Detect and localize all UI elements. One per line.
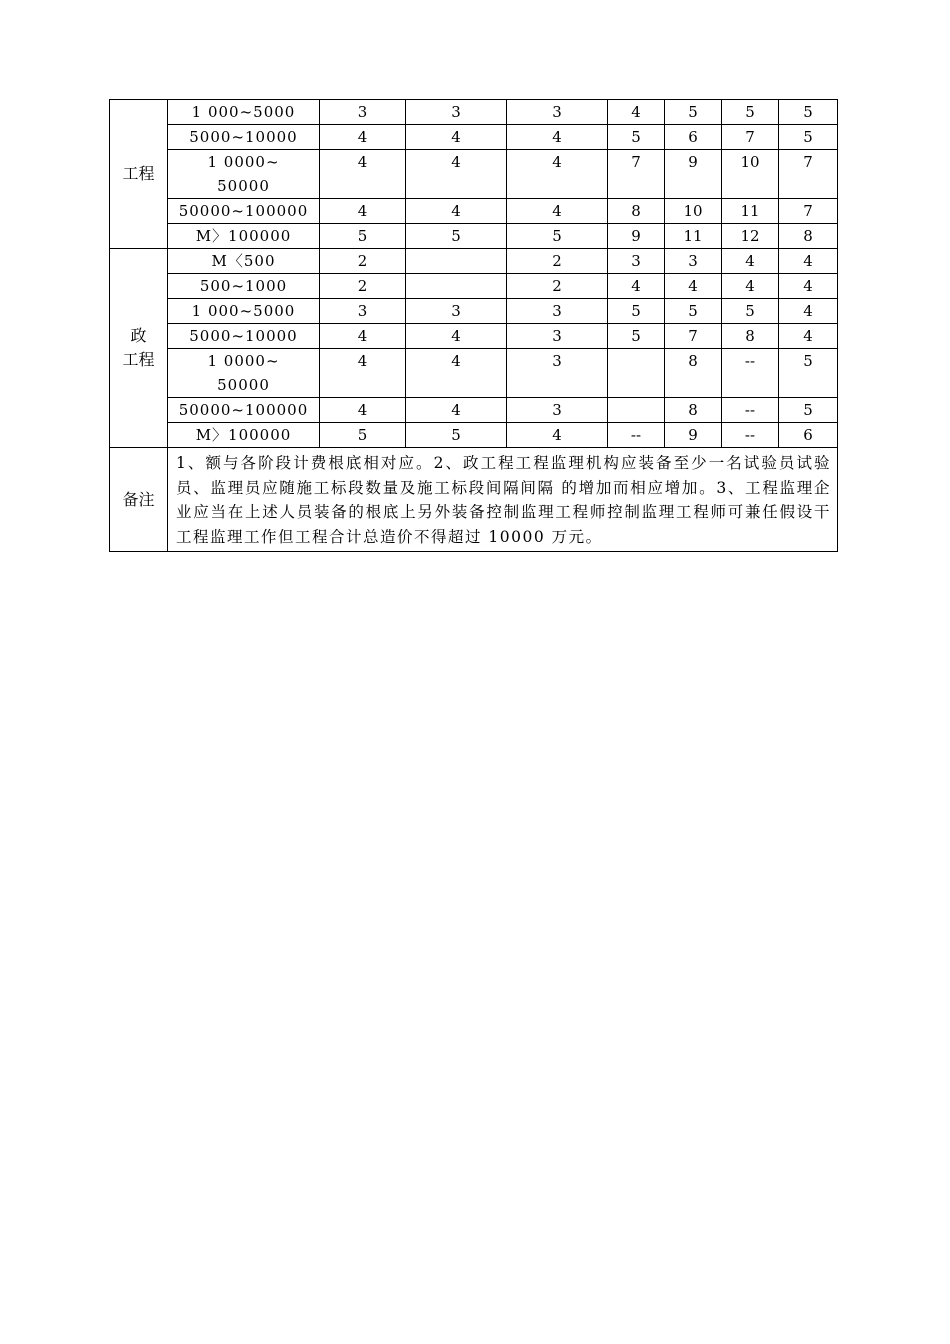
range-cell: 50000~100000: [168, 199, 320, 224]
value-cell: 5: [608, 299, 665, 324]
table-body: [110, 100, 838, 448]
value-cell: 7: [779, 199, 838, 224]
value-cell: 4: [608, 100, 665, 125]
value-cell: 3: [507, 324, 608, 349]
value-cell: 5: [320, 224, 406, 249]
value-cell: 5: [406, 423, 507, 448]
range-cell: 1 0000~ 50000: [168, 150, 320, 199]
value-cell: 3: [507, 398, 608, 423]
group-label: 工程: [110, 100, 168, 249]
value-cell: 11: [722, 199, 779, 224]
value-cell: 4: [406, 150, 507, 199]
range-cell: 5000~10000: [168, 125, 320, 150]
value-cell: 4: [608, 274, 665, 299]
value-cell: 4: [507, 423, 608, 448]
range-cell: M〉100000: [168, 224, 320, 249]
value-cell: 4: [722, 249, 779, 274]
value-cell: 8: [779, 224, 838, 249]
value-cell: 4: [320, 398, 406, 423]
value-cell: 5: [507, 224, 608, 249]
range-cell: 1 0000~ 50000: [168, 349, 320, 398]
value-cell: 3: [608, 249, 665, 274]
value-cell: 8: [608, 199, 665, 224]
value-cell: 5: [779, 100, 838, 125]
table-row: [110, 398, 838, 423]
value-cell: 4: [320, 199, 406, 224]
table-row: [110, 100, 838, 125]
value-cell: 4: [320, 324, 406, 349]
table-row: [110, 125, 838, 150]
remarks-row: [110, 448, 838, 552]
value-cell: 5: [608, 125, 665, 150]
value-cell: 3: [406, 100, 507, 125]
value-cell: 5: [779, 125, 838, 150]
table-row: [110, 274, 838, 299]
value-cell: 2: [507, 274, 608, 299]
value-cell: 7: [608, 150, 665, 199]
value-cell: 9: [608, 224, 665, 249]
value-cell: 4: [779, 274, 838, 299]
value-cell: 4: [665, 274, 722, 299]
range-cell: 1 000~5000: [168, 100, 320, 125]
value-cell: --: [608, 423, 665, 448]
value-cell: 5: [779, 349, 838, 398]
value-cell: 2: [320, 274, 406, 299]
value-cell: 3: [320, 299, 406, 324]
table-row: [110, 423, 838, 448]
staffing-table: [109, 99, 838, 552]
value-cell: 4: [320, 125, 406, 150]
remarks-section: [110, 448, 838, 552]
value-cell: 3: [507, 100, 608, 125]
value-cell: 4: [406, 125, 507, 150]
value-cell: 10: [722, 150, 779, 199]
value-cell: 5: [722, 100, 779, 125]
value-cell: 8: [722, 324, 779, 349]
value-cell: 3: [507, 349, 608, 398]
table-row: [110, 349, 838, 398]
range-cell: 5000~10000: [168, 324, 320, 349]
table-row: [110, 224, 838, 249]
value-cell: 5: [608, 324, 665, 349]
value-cell: 4: [320, 150, 406, 199]
value-cell: 9: [665, 423, 722, 448]
value-cell: 4: [779, 324, 838, 349]
table-row: [110, 199, 838, 224]
value-cell: 4: [722, 274, 779, 299]
value-cell: 3: [320, 100, 406, 125]
table-row: [110, 324, 838, 349]
value-cell: 2: [320, 249, 406, 274]
value-cell: --: [722, 349, 779, 398]
value-cell: 11: [665, 224, 722, 249]
value-cell: --: [722, 398, 779, 423]
value-cell: 7: [779, 150, 838, 199]
value-cell: 4: [779, 249, 838, 274]
value-cell: 5: [320, 423, 406, 448]
table-row: [110, 299, 838, 324]
value-cell: 3: [665, 249, 722, 274]
value-cell: [406, 274, 507, 299]
value-cell: 5: [665, 299, 722, 324]
value-cell: 5: [722, 299, 779, 324]
range-cell: 1 000~5000: [168, 299, 320, 324]
value-cell: 4: [406, 349, 507, 398]
value-cell: 4: [507, 150, 608, 199]
remarks-text: 1、额与各阶段计费根底相对应。2、政工程工程监理机构应装备至少一名试验员试验员、监理员应随施工标段数量及施工标段间隔间隔 的增加而相应增加。3、工程监理企业应当在上述人员装备的根底上另外装备控制监理工程师控制监理工程师可兼任假设干工程监理工作但工程合计总造价不得超过 10000 万元。: [168, 448, 838, 552]
value-cell: 3: [406, 299, 507, 324]
value-cell: 10: [665, 199, 722, 224]
range-cell: 500~1000: [168, 274, 320, 299]
value-cell: [608, 349, 665, 398]
value-cell: 4: [406, 398, 507, 423]
value-cell: 5: [779, 398, 838, 423]
range-cell: M〈500: [168, 249, 320, 274]
value-cell: 6: [779, 423, 838, 448]
value-cell: 9: [665, 150, 722, 199]
group-label: 政 工程: [110, 249, 168, 448]
value-cell: 4: [779, 299, 838, 324]
value-cell: 4: [406, 199, 507, 224]
value-cell: 12: [722, 224, 779, 249]
remarks-label: 备注: [110, 448, 168, 552]
table-row: [110, 150, 838, 199]
value-cell: 4: [406, 324, 507, 349]
value-cell: 4: [320, 349, 406, 398]
value-cell: 4: [507, 199, 608, 224]
value-cell: 5: [406, 224, 507, 249]
range-cell: M〉100000: [168, 423, 320, 448]
value-cell: 2: [507, 249, 608, 274]
value-cell: 3: [507, 299, 608, 324]
value-cell: 8: [665, 398, 722, 423]
value-cell: 4: [507, 125, 608, 150]
table-row: [110, 249, 838, 274]
value-cell: 5: [665, 100, 722, 125]
value-cell: 7: [722, 125, 779, 150]
value-cell: --: [722, 423, 779, 448]
value-cell: 6: [665, 125, 722, 150]
range-cell: 50000~100000: [168, 398, 320, 423]
value-cell: 8: [665, 349, 722, 398]
value-cell: [406, 249, 507, 274]
value-cell: [608, 398, 665, 423]
value-cell: 7: [665, 324, 722, 349]
